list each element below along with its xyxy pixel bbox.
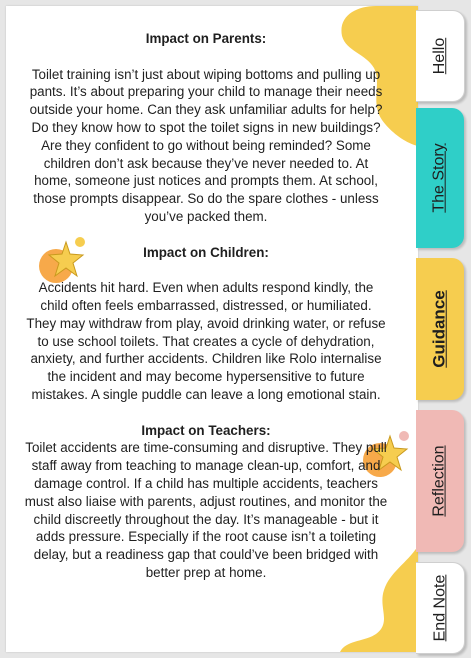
tab-the-story-label: The Story [431,143,449,213]
page [6,6,418,652]
tab-end-note-label: End Note [431,574,448,642]
tab-hello[interactable] [416,10,465,102]
guidance-content [24,30,388,582]
teachers-text: Toilet accidents are time-consuming and disruptive. They pull staff away from teaching to manage clean-up, comfort, and damage control. If a child has multiple accidents, teachers must also liaise with parents, adjust routines, and monitor the child discreetly throughout the day. It’s manageable - but it adds pressure. Especially if the root cause isn’t a toileting delay, but a readiness gap that could’ve been bridged with better prep at home. [24,440,388,580]
tab-guidance[interactable] [416,258,464,400]
tab-end-note[interactable] [416,562,465,654]
children-text: Accidents hit hard. Even when adults respond kindly, the child often feels embarrassed, distressed, or humiliated. They may withdraw from play, avoid drinking water, or refuse to use school toilets. That creates a cycle of dehydration, anxiety, and further accidents. Children like Rolo internalise the incident and may become hypersensitive to future mistakes. A single puddle can leave a long emotional stain. [26,280,386,402]
tab-guidance-label: Guidance [430,290,449,368]
tab-reflection[interactable] [416,410,464,552]
teachers-heading: Impact on Teachers: [141,422,271,438]
children-heading: Impact on Children: [143,244,269,260]
tab-reflection-label: Reflection [431,445,448,517]
tab-the-story[interactable] [416,108,464,248]
tab-hello-label: Hello [431,37,448,75]
parents-heading: Impact on Parents: [145,31,267,46]
parents-text: Toilet training isn’t just about wiping bottoms and pulling up pants. It’s about preparing your child to manage their needs outside your home. Can they ask unfamiliar adults for help? Do they know how to spot the toilet signs in new buildings? Are they confident to go without being reminded? Some children don’t ask because they’ve never needed to. At home, someone just notices and prompts them. At school, those prompts disappear. So do the spare clothes - unless you’ve packed them. [29,66,383,224]
